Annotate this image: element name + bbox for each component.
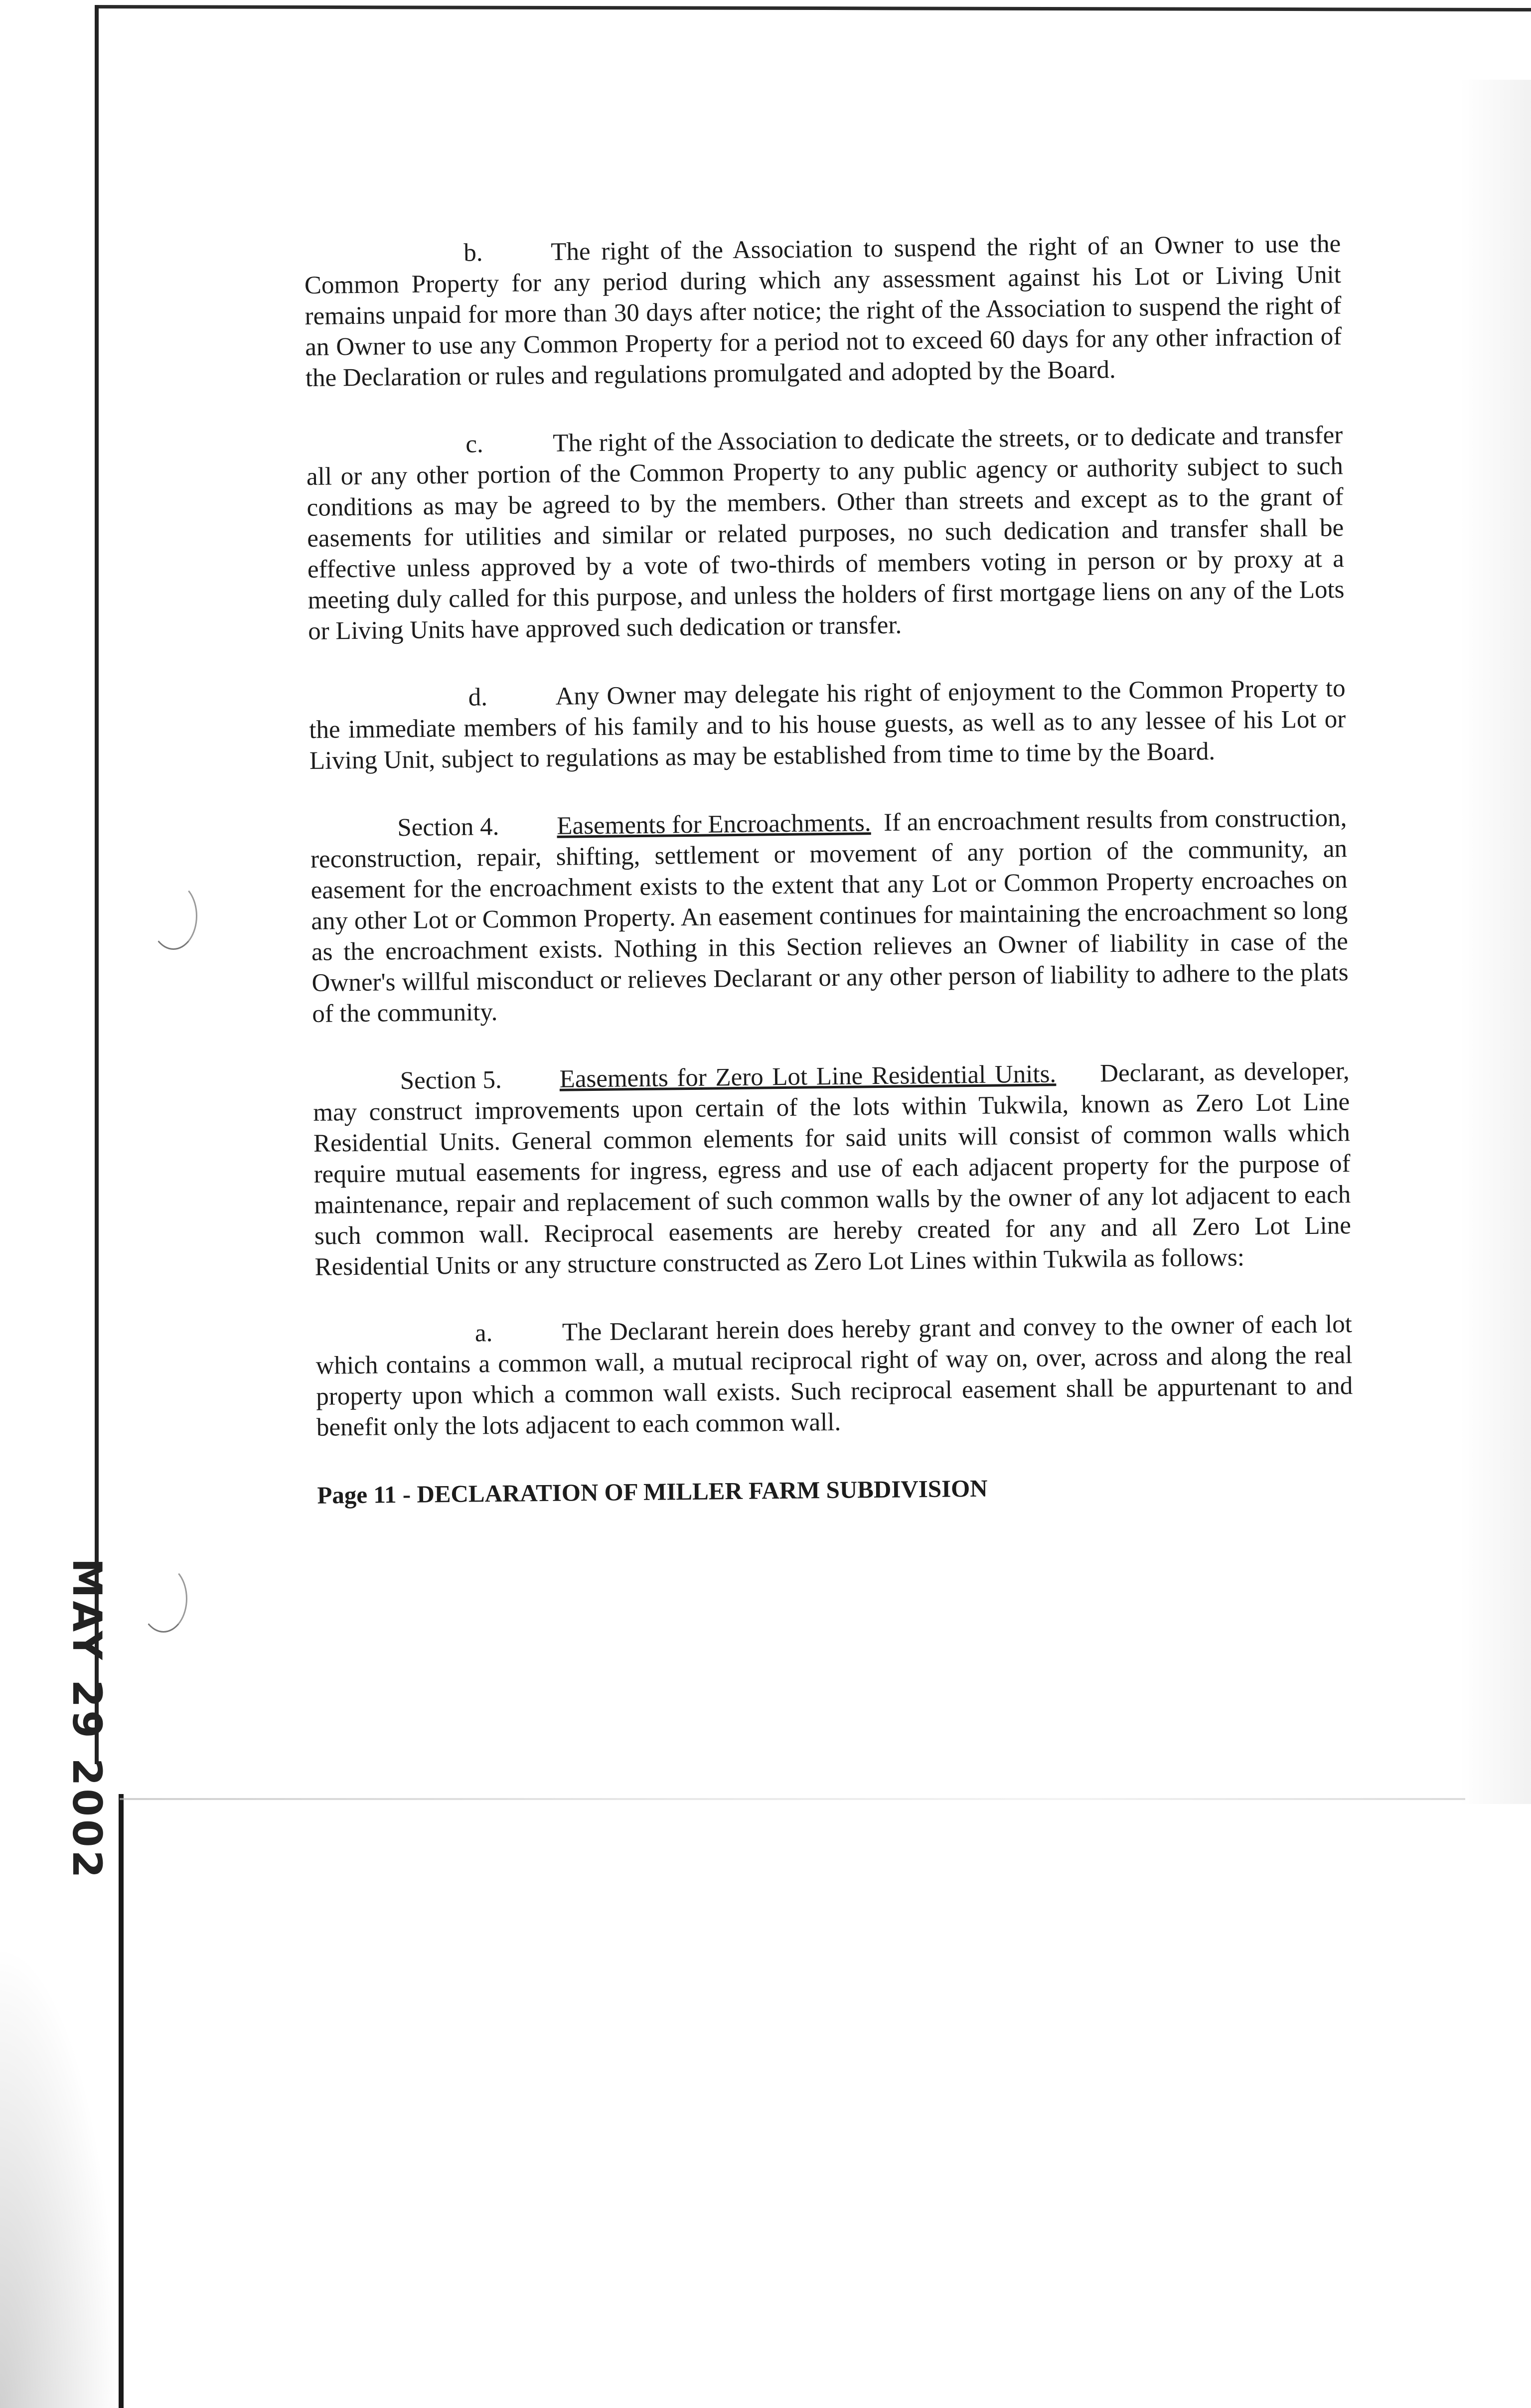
paragraph-d <box>308 673 1346 776</box>
paragraph-a <box>315 1309 1353 1443</box>
paragraph-d-text: Any Owner may delegate his right of enjoyment to the Common Property to the immediate members of his family and to his house guests, as well as to any lessee of his Lot or Living Unit, subject to regulations as may be established from time to time by the Board. <box>309 674 1346 775</box>
section-4 <box>310 802 1349 1030</box>
scan-left-edge-upper <box>95 5 99 1764</box>
scan-top-edge <box>95 5 1531 11</box>
section-5-label: Section 5. <box>400 1065 502 1095</box>
section-4-text: If an encroachment results from construction, reconstruction, repair, shifting, settlement or movement of any portion of the community, an easement for the encroachment exists to the extent that any Lot or Common Property encroaches on any other Lot or Common Property. An easement continues for maintaining the encroachment so long as the encroachment exists. Nothing in this Section relieves an Owner of liability in case of the Owner's willful misconduct or relieves Declarant or any other person of liability to adhere to the plats of the community. <box>310 804 1349 1028</box>
punch-hole-lower <box>140 1565 187 1633</box>
date-stamp <box>60 1558 115 1881</box>
punch-hole-upper <box>150 882 197 950</box>
paragraph-a-label: a. <box>474 1319 493 1348</box>
section-5 <box>312 1055 1351 1283</box>
paragraph-c <box>306 420 1345 647</box>
section-5-text: Declarant, as developer, may construct improvements upon certain of the lots within Tukwila, known as Zero Lot Line Residential Units. General common elements for said units will consist of common walls which require mutual easements for ingress, egress and use of each adjacent property for the purpose of maintenance, repair and replacement of such common walls by the owner of any lot adjacent to each such common wall. Reciprocal easements are hereby created for any and all Zero Lot Line Residential Units or any structure constructed as Zero Lot Lines within Tukwila as follows: <box>313 1057 1352 1281</box>
page-footer: Page 11 - DECLARATION OF MILLER FARM SUBDIVISION <box>317 1474 988 1509</box>
paragraph-b <box>304 228 1342 394</box>
paragraph-c-label: c. <box>465 430 484 458</box>
section-4-label: Section 4. <box>397 812 499 842</box>
section-4-heading: Easements for Encroachments. <box>557 809 871 840</box>
scan-page-bottom-edge <box>120 1798 1465 1800</box>
paragraph-b-text: The right of the Association to suspend the right of an Owner to use the Common Property for any period during which any assessment against his Lot or Living Unit remains unpaid for more than 30 days after notice; the right of the Association to suspend the right of an Owner to use any Common Property for a period not to exceed 60 days for any other infraction of the Declaration or rules and regulations promulgated and adopted by the Board. <box>304 230 1342 392</box>
section-5-heading: Easements for Zero Lot Line Residential Units. <box>559 1060 1057 1093</box>
paragraph-d-label: d. <box>468 683 488 712</box>
paragraph-c-text: The right of the Association to dedicate the streets, or to dedicate and transfer all or any other portion of the Common Property to any public agency or authority subject to such conditions as may be agreed to by the members. Other than streets and except as to the grant of easements for utilities and similar or related purposes, no such dedication and transfer shall be effective unless approved by a vote of two-thirds of members voting in person or by proxy at a meeting duly called for this purpose, and unless the holders of first mortgage liens on any of the Lots or Living Units have approved such dedication or transfer. <box>306 421 1345 645</box>
scan-corner-noise <box>0 1944 120 2408</box>
paragraph-a-text: The Declarant herein does hereby grant and convey to the owner of each lot which contains a common wall, a mutual reciprocal right of way on, over, across and along the real property upon which a common wall exists. Such reciprocal easement shall be appurtenant to and benefit only the lots adjacent to each common wall. <box>315 1310 1353 1442</box>
scan-right-shadow <box>1460 80 1531 1804</box>
date-stamp-text: MAY 29 2002 <box>64 1558 111 1881</box>
document-body <box>304 228 1354 1548</box>
paragraph-b-label: b. <box>463 239 483 267</box>
